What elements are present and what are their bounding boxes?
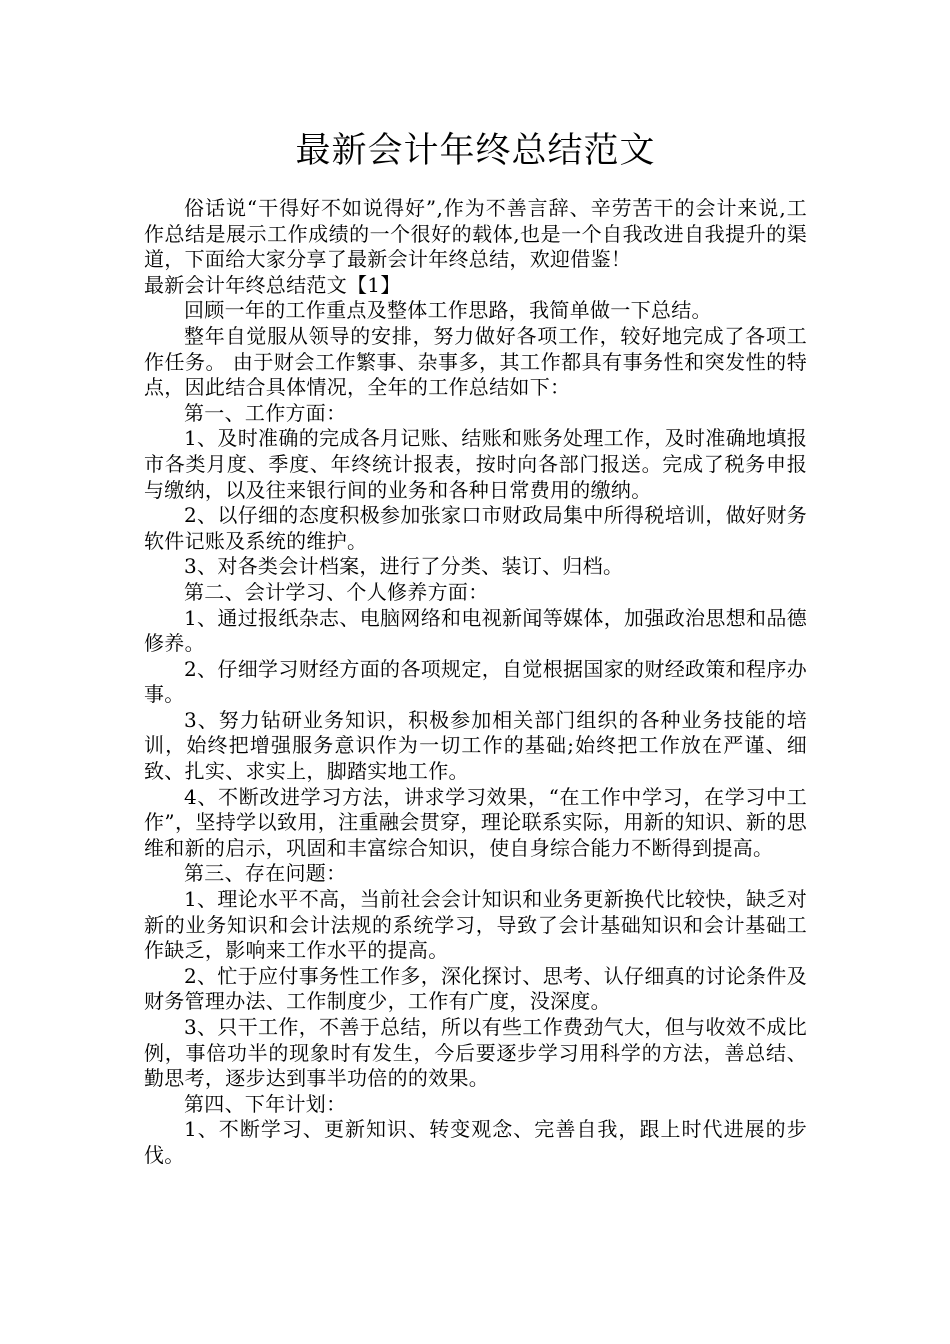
list-item: 1、不断学习、更新知识、转变观念、完善自我，跟上时代进展的步伐。: [144, 1117, 807, 1167]
subsection-heading: 第四、下年计划：: [184, 1091, 347, 1116]
list-item: 3、只干工作，不善于总结，所以有些工作费劲气大，但与收效不成比例，事倍功半的现象时有发生，今后要逐步学习用科学的方法，善总结、勤思考，逐步达到事半功倍的的效果。: [144, 1015, 807, 1091]
list-item: 4、不断改进学习方法，讲求学习效果，“在工作中学习，在学习中工作”，坚持学以致用，注重融会贯穿，理论联系实际，用新的知识、新的思维和新的启示，巩固和丰富综合知识，使自身综合能力不断得到提高。: [144, 784, 807, 860]
list-item: 2、以仔细的态度积极参加张家口市财政局集中所得税培训，做好财务软件记账及系统的维护。: [144, 503, 807, 553]
subsection-heading: 第一、工作方面：: [184, 400, 347, 425]
list-item: 1、理论水平不高，当前社会会计知识和业务更新换代比较快，缺乏对新的业务知识和会计法规的系统学习，导致了会计基础知识和会计基础工作缺乏，影响来工作水平的提高。: [144, 887, 807, 963]
section-heading: 最新会计年终总结范文【1】: [144, 272, 401, 297]
subsection-heading: 第三、存在问题：: [184, 861, 347, 886]
document-page: [144, 124, 807, 1169]
paragraph: 整年自觉服从领导的安排，努力做好各项工作，较好地完成了各项工作任务。 由于财会工作繁事、杂事多，其工作都具有事务性和突发性的特点，因此结合具体情况，全年的工作总结如下：: [144, 323, 807, 400]
list-item: 3、努力钻研业务知识，积极参加相关部门组织的各种业务技能的培训，始终把增强服务意识作为一切工作的基础;始终把工作放在严谨、细致、扎实、求实上，脚踏实地工作。: [144, 707, 807, 784]
list-item: 1、及时准确的完成各月记账、结账和账务处理工作，及时准确地填报市各类月度、季度、年终统计报表，按时向各部门报送。完成了税务申报与缴纳，以及往来银行间的业务和各种日常费用的缴纳。: [144, 426, 807, 502]
list-item: 3、对各类会计档案，进行了分类、装订、归档。: [184, 554, 624, 579]
document-title: 最新会计年终总结范文: [295, 131, 656, 171]
list-item: 1、通过报纸杂志、电脑网络和电视新闻等媒体，加强政治思想和品德修养。: [144, 605, 807, 656]
list-item: 2、忙于应付事务性工作多，深化探讨、思考、认仔细真的讨论条件及财务管理办法、工作制度少，工作有广度，没深度。: [144, 963, 807, 1014]
paragraph: 回顾一年的工作重点及整体工作思路，我简单做一下总结。: [184, 298, 712, 323]
paragraph-intro: 俗话说“干得好不如说得好”,作为不善言辞、辛劳苦干的会计来说,工作总结是展示工作成绩的一个很好的载体,也是一个自我改进自我提升的渠道，下面给大家分享了最新会计年终总结，欢迎借鉴！: [144, 196, 807, 272]
document-body: [144, 196, 807, 1169]
subsection-heading: 第二、会计学习、个人修养方面：: [184, 579, 489, 604]
list-item: 2、仔细学习财经方面的各项规定，自觉根据国家的财经政策和程序办事。: [144, 656, 807, 707]
